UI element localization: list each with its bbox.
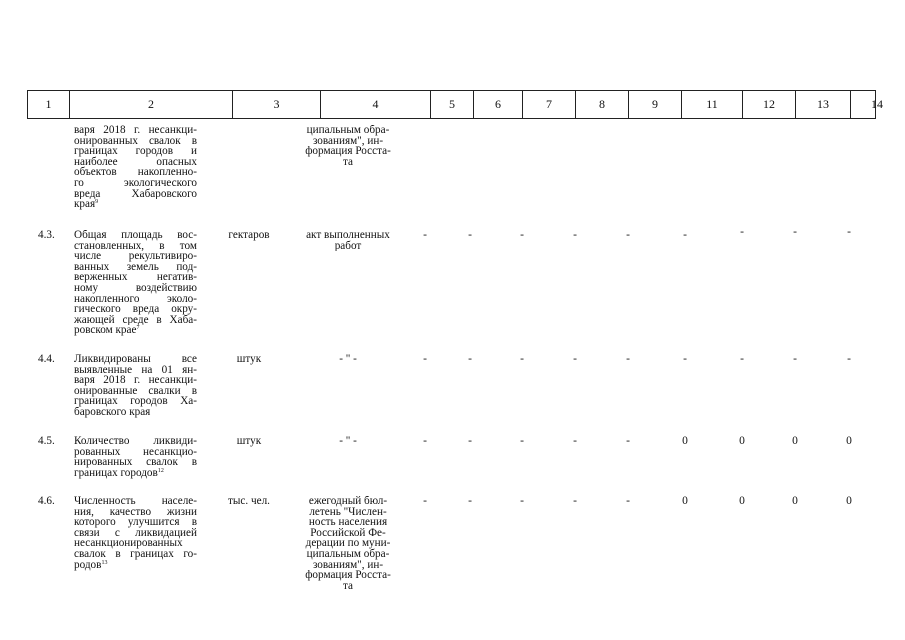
row-cont-name-last [74,199,197,210]
text-line: выявленные на 01 ян- [74,363,197,376]
text-line: границах городов Ха- [74,395,197,407]
text-line: нированных свалок в [74,456,197,468]
text-line: свалок в границах го- [74,547,197,560]
value-cell: - [520,435,524,447]
text-line: накопленного эколо- [74,292,197,305]
header-cell: 14 [871,97,883,111]
footnote-ref: 9 [95,199,99,205]
row-cont-source [296,125,400,167]
row-4-3-name [74,230,197,325]
text-line: ванных земель под- [74,260,197,273]
row-4-5-name-last [74,468,197,479]
value-cell: - [468,229,472,241]
value-cell: - [847,353,851,365]
text-line: ежегодный бюл- [308,496,388,507]
value-cell: - [626,495,630,507]
row-cont-name [74,125,197,199]
header-cell: 13 [796,91,851,118]
value-cell: 0 [792,495,798,507]
unit: штук [236,436,262,447]
text-line: Российской Фе- [310,526,386,539]
value-cell: - [793,353,797,365]
text-line: летень "Числен- [309,505,387,518]
value-cell: - [573,495,577,507]
footnote-ref: 12 [157,468,164,474]
value-cell: - [793,226,797,238]
text-line: края [74,199,96,210]
value-cell: 0 [846,495,852,507]
value-cell: - [423,435,427,447]
row-number: 4.4. [38,354,55,365]
header-cell: 5 [431,91,474,118]
row-4-5-name [74,436,197,468]
table-header-row [27,90,883,119]
text-line: числе рекультивиро- [74,250,197,263]
text-line: формация Росста- [305,145,391,158]
row-4-3-name-last [74,325,197,336]
header-cell: 4 [321,91,431,118]
text-line: Ликвидированы все [74,354,197,365]
text-line: ципальным обра- [306,125,390,136]
footnote-ref: 13 [101,560,108,566]
value-cell: - [847,226,851,238]
value-cell: - [520,495,524,507]
row-number: 4.3. [38,230,55,241]
text-line: работ [334,239,362,252]
footnote-ref: 7 [136,325,140,331]
text-line: баровского края [74,407,151,418]
text-line: зованиям", ин- [312,558,384,571]
value-cell: - [740,353,744,365]
header-cell: 3 [233,91,321,118]
header-cell: 12 [743,91,796,118]
header-cell: 6 [474,91,523,118]
header-cell: 9 [629,91,682,118]
text-line: несанкционированных [74,537,183,550]
text-line: родов [74,560,102,571]
header-cell: 1 [28,91,70,118]
text-line: границах городов и [74,145,197,158]
row-4-3-source [296,230,400,251]
value-cell: - [423,495,427,507]
value-cell: - [573,353,577,365]
text-line: ровском крае [74,325,137,336]
text-line: та [343,155,353,168]
row-4-6-name-last [74,560,197,571]
value-cell: - [626,435,630,447]
header-cell: 7 [523,91,576,118]
text-line: границах городов [74,468,158,479]
text-line: которого улучшится в [74,516,197,529]
text-line: онированные свалки в [74,384,197,397]
value-cell: - [626,229,630,241]
text-line: наиболее опасных [74,155,197,168]
text-line: Количество ликвиди- [74,436,197,447]
row-number: 4.5. [38,436,55,447]
text-line: Общая площадь вос- [74,230,197,241]
value-cell: 0 [792,435,798,447]
text-line: та [343,579,353,592]
unit: штук [236,354,262,365]
text-line: ния, качество жизни [74,505,197,518]
value-cell: - [468,435,472,447]
value-cell: 0 [739,435,745,447]
text-line: ность населения [308,516,388,529]
text-line: объектов накопленно- [74,166,197,179]
value-cell: - [740,226,744,238]
value-cell: - [626,353,630,365]
text-line: вреда Хабаровского [74,187,197,200]
row-4-4-source: - " - [339,354,357,365]
value-cell: - [520,353,524,365]
value-cell: - [520,229,524,241]
text-line: варя 2018 г. несанкци- [74,374,197,387]
row-4-4-name [74,354,197,407]
value-cell: - [573,435,577,447]
value-cell: 0 [682,495,688,507]
header-cell: 2 [70,91,233,118]
text-line: акт выполненных [306,230,390,241]
text-line: зованиям", ин- [312,134,384,147]
value-cell: 0 [739,495,745,507]
text-line: го экологического [74,176,197,189]
text-line: связи с ликвидацией [74,526,197,539]
text-line: верженных негатив- [74,271,197,284]
value-cell: - [683,353,687,365]
row-number: 4.6. [38,496,55,507]
text-line: Численность населе- [74,496,197,507]
row-4-6-name [74,496,197,560]
text-line: онированных свалок в [74,134,197,147]
text-line: формация Росста- [305,569,391,582]
text-line: ному воздействию [74,281,197,294]
row-4-6-source [296,496,400,591]
text-line: рованных несанкцио- [74,445,197,458]
text-line: становленных, в том [74,239,197,252]
text-line: варя 2018 г. несанкци- [74,125,197,136]
text-line: жающей среде в Хаба- [74,313,197,326]
value-cell: 0 [846,435,852,447]
row-4-5-source: - " - [339,436,357,447]
unit: тыс. чел. [228,496,270,507]
text-line: ципальным обра- [306,547,390,560]
value-cell: - [468,495,472,507]
value-cell: - [423,353,427,365]
text-line: гического вреда окру- [74,303,197,316]
value-cell: - [573,229,577,241]
text-line: дерации по муни- [305,537,391,550]
value-cell: 0 [682,435,688,447]
value-cell: - [468,353,472,365]
value-cell: - [683,229,687,241]
header-cell: 11 [682,91,743,118]
value-cell: - [423,229,427,241]
header-cell: 8 [576,91,629,118]
unit: гектаров [228,230,270,241]
